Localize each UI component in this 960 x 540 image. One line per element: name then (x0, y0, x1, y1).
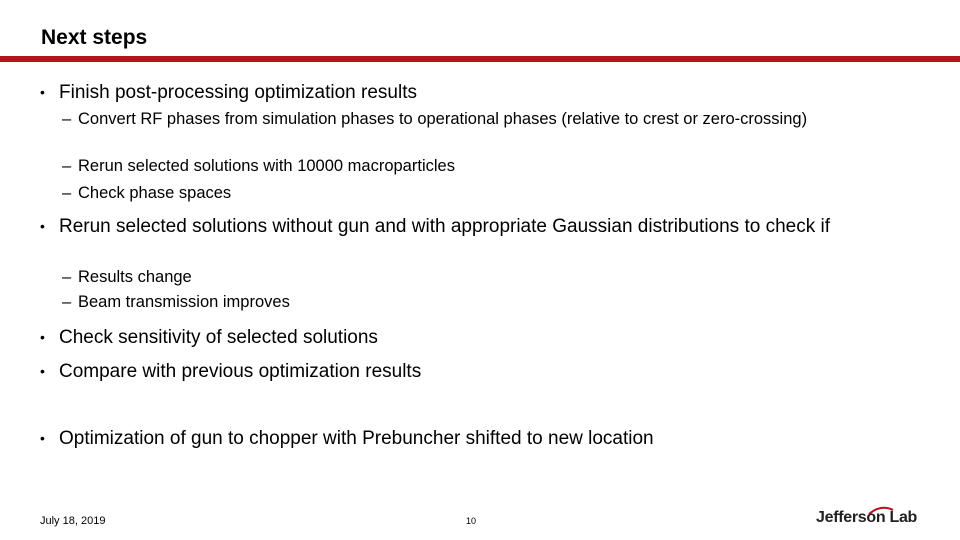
sub-bullet-item (62, 292, 898, 312)
title-rule (0, 56, 960, 62)
sub-bullet-text: Results change (78, 268, 192, 286)
dash-icon: – (62, 184, 72, 202)
logo-lab-text: Lab (889, 509, 918, 526)
dash-icon: – (62, 157, 72, 175)
sub-bullet-text: Check phase spaces (78, 184, 232, 202)
sub-bullet-item (62, 183, 898, 203)
bullet-dot-icon: • (40, 84, 45, 100)
dash-icon: – (62, 268, 72, 286)
page-title: Next steps (41, 26, 148, 49)
footer-date: July 18, 2019 (40, 515, 106, 527)
bullet-item (40, 215, 900, 238)
dash-icon: – (62, 293, 72, 311)
sub-bullet-text: Beam transmission improves (78, 293, 290, 311)
bullet-item (40, 360, 900, 383)
sub-bullet-text: Convert RF phases from simulation phases to operational phases (relative to crest or zero-crossing) (78, 110, 808, 128)
bullet-dot-icon: • (40, 430, 45, 446)
bullet-item (40, 81, 900, 104)
logo-text: Jefferson (816, 509, 886, 526)
bullet-text: Rerun selected solutions without gun and with appropriate Gaussian distributions to check if (59, 216, 830, 237)
bullet-text: Finish post-processing optimization results (59, 82, 417, 103)
bullet-dot-icon: • (40, 218, 45, 234)
sub-bullet-item (62, 156, 898, 176)
jefferson-lab-logo (816, 509, 917, 527)
sub-bullet-text: Rerun selected solutions with 10000 macroparticles (78, 157, 455, 175)
page-number: 10 (466, 516, 477, 526)
bullet-item (40, 326, 900, 349)
bullet-dot-icon: • (40, 363, 45, 379)
bullet-text: Check sensitivity of selected solutions (59, 327, 378, 348)
logo-swoosh-icon (868, 506, 894, 516)
sub-bullet-item (62, 109, 898, 129)
bullet-text: Compare with previous optimization results (59, 361, 422, 382)
bullet-dot-icon: • (40, 329, 45, 345)
bullet-item (40, 427, 900, 450)
bullet-text: Optimization of gun to chopper with Prebuncher shifted to new location (59, 428, 654, 449)
dash-icon: – (62, 110, 72, 128)
sub-bullet-item (62, 267, 898, 287)
